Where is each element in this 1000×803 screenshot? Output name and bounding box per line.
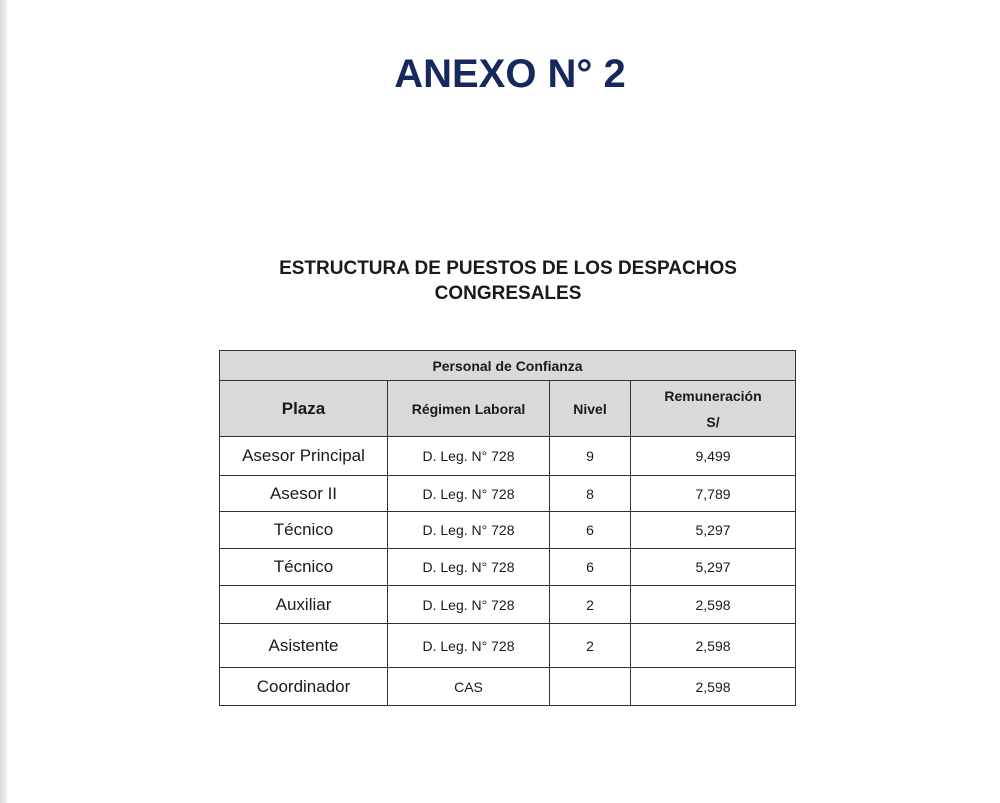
cell-remuneracion: 2,598 (631, 668, 796, 706)
cell-regimen: D. Leg. N° 728 (388, 512, 550, 549)
cell-regimen: D. Leg. N° 728 (388, 437, 550, 476)
cell-nivel: 6 (550, 549, 631, 586)
cell-nivel: 8 (550, 476, 631, 512)
cell-nivel (550, 668, 631, 706)
column-header-row (220, 381, 796, 437)
cell-remuneracion: 5,297 (631, 512, 796, 549)
cell-regimen: CAS (388, 668, 550, 706)
table-row (220, 624, 796, 668)
table-row (220, 549, 796, 586)
cell-plaza: Asesor II (220, 476, 388, 512)
cell-remuneracion: 7,789 (631, 476, 796, 512)
remuneracion-currency: S/ (706, 413, 720, 430)
subtitle-line-2: CONGRESALES (434, 283, 582, 304)
cell-plaza: Auxiliar (220, 586, 388, 624)
table-row (220, 668, 796, 706)
subtitle-line-1: ESTRUCTURA DE PUESTOS DE LOS DESPACHOS (279, 258, 737, 279)
cell-plaza: Técnico (220, 549, 388, 586)
cell-plaza: Técnico (220, 512, 388, 549)
remuneracion-label: Remuneración (664, 387, 762, 404)
cell-regimen: D. Leg. N° 728 (388, 476, 550, 512)
cell-nivel: 6 (550, 512, 631, 549)
table-row (220, 586, 796, 624)
cell-remuneracion: 2,598 (631, 624, 796, 668)
cell-nivel: 2 (550, 586, 631, 624)
table-row (220, 476, 796, 512)
cell-nivel: 9 (550, 437, 631, 476)
page-left-edge (0, 0, 7, 803)
cell-plaza: Asesor Principal (220, 437, 388, 476)
column-header-nivel: Nivel (550, 381, 631, 437)
column-header-plaza: Plaza (220, 381, 388, 437)
annex-title: ANEXO N° 2 (394, 52, 626, 96)
cell-nivel: 2 (550, 624, 631, 668)
column-header-remuneracion (631, 381, 796, 437)
document-subtitle (213, 256, 803, 306)
cell-remuneracion: 9,499 (631, 437, 796, 476)
column-header-regimen: Régimen Laboral (388, 381, 550, 437)
table-row (220, 512, 796, 549)
cell-regimen: D. Leg. N° 728 (388, 624, 550, 668)
cell-remuneracion: 5,297 (631, 549, 796, 586)
cell-plaza: Asistente (220, 624, 388, 668)
cell-regimen: D. Leg. N° 728 (388, 586, 550, 624)
positions-table (219, 350, 796, 706)
group-header-row (220, 351, 796, 381)
cell-plaza: Coordinador (220, 668, 388, 706)
cell-regimen: D. Leg. N° 728 (388, 549, 550, 586)
cell-remuneracion: 2,598 (631, 586, 796, 624)
table-row (220, 437, 796, 476)
group-header-personal-confianza: Personal de Confianza (220, 351, 796, 381)
